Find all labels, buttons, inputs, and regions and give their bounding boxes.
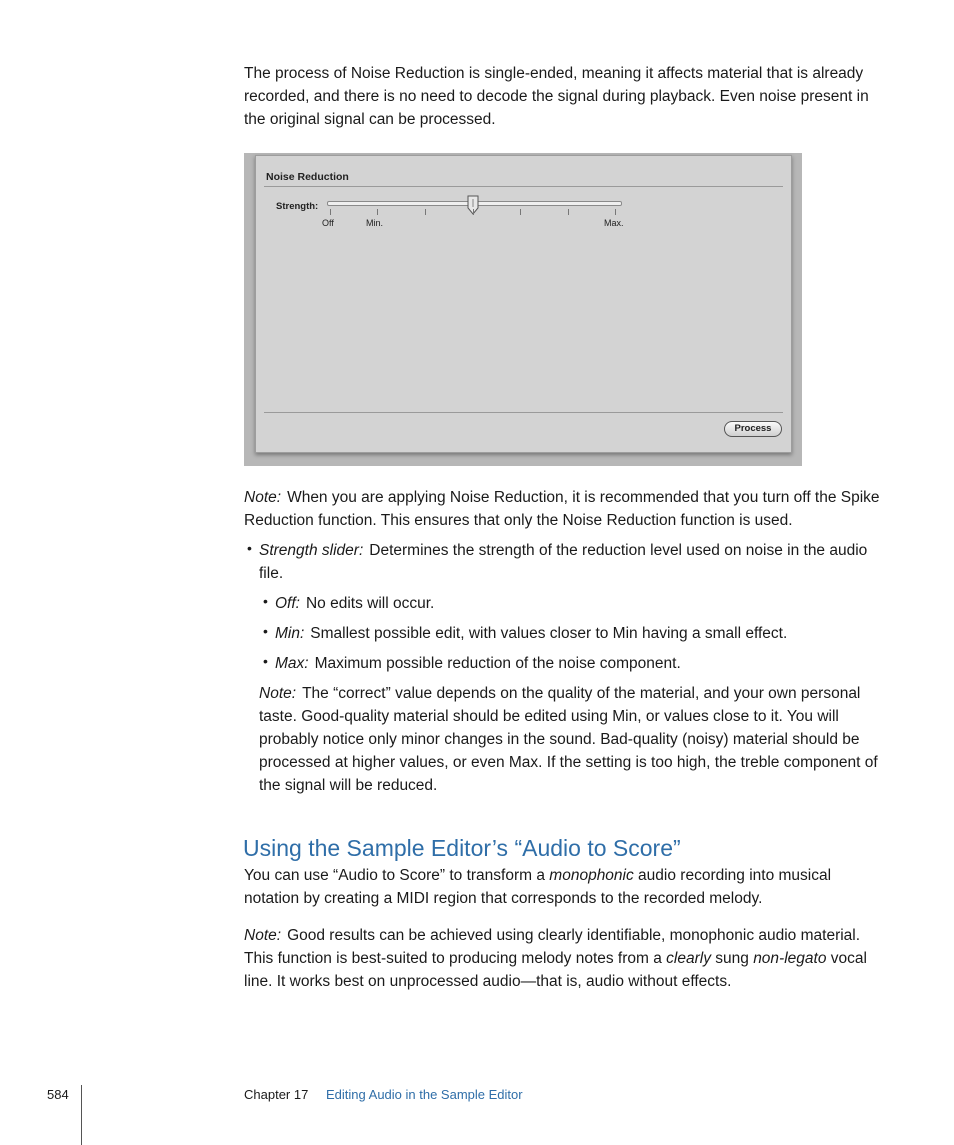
slider-tick: [473, 209, 474, 215]
emphasis: clearly: [666, 950, 711, 967]
tick-label-min: Min.: [366, 218, 384, 228]
note-paragraph-3: [244, 924, 884, 993]
text-run: sung: [710, 950, 754, 967]
noise-reduction-screenshot: [244, 153, 802, 466]
note-paragraph-2: [259, 682, 884, 797]
note-label: Note:: [244, 927, 282, 944]
text-run: You can use “Audio to Score” to transform a: [244, 867, 550, 884]
emphasis: non-legato: [753, 950, 827, 967]
note-label: Note:: [244, 489, 282, 506]
section-heading: Using the Sample Editor’s “Audio to Score”: [243, 835, 681, 861]
item-label: Strength slider:: [259, 542, 364, 559]
text-run: audio recording into musical notation by creating a MIDI region that corresponds to the recorded melody.: [244, 867, 832, 907]
noise-reduction-panel: [255, 155, 792, 453]
strength-slider-item: [259, 539, 884, 585]
sub-item-min: [275, 622, 884, 645]
slider-tick: [568, 209, 569, 215]
slider-tick: [615, 209, 616, 215]
emphasis: monophonic: [549, 867, 634, 884]
note-label: Note:: [259, 685, 297, 702]
item-label: Min:: [275, 625, 305, 642]
item-label: Max:: [275, 655, 309, 672]
slider-tick: [520, 209, 521, 215]
panel-title: Noise Reduction: [266, 171, 349, 183]
process-button[interactable]: Process: [724, 421, 782, 437]
chapter-label: Chapter 17: [244, 1087, 309, 1102]
sub-item-max: [275, 652, 884, 675]
audio-to-score-paragraph: [244, 864, 884, 910]
chapter-title: Editing Audio in the Sample Editor: [326, 1087, 523, 1102]
slider-tick: [377, 209, 378, 215]
slider-tick: [425, 209, 426, 215]
bullet-marker: •: [247, 540, 252, 556]
note-paragraph-1: [244, 486, 884, 532]
footer-rule: [81, 1085, 82, 1145]
sub-item-off: [275, 592, 884, 615]
bullet-marker: •: [263, 623, 268, 639]
note-text: The “correct” value depends on the quality of the material, and your own personal taste. Good-quality material should be edited using Min, or values close to it. You will probably notice only minor changes in the sound. Bad-quality (noisy) material should be processed at higher values, or even Max. If the setting is too high, the treble component of the signal will be reduced.: [259, 685, 878, 794]
strength-label: Strength:: [276, 201, 319, 212]
panel-divider-bottom: [264, 412, 783, 413]
text-run: Good results can be achieved using clearly identifiable, monophonic audio material. This function is best-suited to producing melody notes from a: [244, 927, 861, 967]
item-text: Maximum possible reduction of the noise component.: [314, 655, 681, 672]
page-number: 584: [47, 1087, 69, 1102]
item-text: No edits will occur.: [305, 595, 435, 612]
note-text: When you are applying Noise Reduction, it is recommended that you turn off the Spike Reduction function. This ensures that only the Noise Reduction function is used.: [244, 489, 880, 529]
item-label: Off:: [275, 595, 300, 612]
bullet-marker: •: [263, 653, 268, 669]
panel-divider-top: [264, 186, 783, 187]
tick-label-off: Off: [322, 218, 334, 228]
tick-label-max: Max.: [604, 218, 624, 228]
bullet-marker: •: [263, 593, 268, 609]
item-text: Determines the strength of the reduction level used on noise in the audio file.: [259, 542, 868, 582]
intro-paragraph: The process of Noise Reduction is single-ended, meaning it affects material that is already recorded, and there is no need to decode the signal during playback. Even noise present in the original signal can be processed.: [244, 65, 869, 128]
text-run: vocal line. It works best on unprocessed audio—that is, audio without effects.: [244, 950, 867, 990]
slider-tick: [330, 209, 331, 215]
item-text: Smallest possible edit, with values closer to Min having a small effect.: [310, 625, 788, 642]
